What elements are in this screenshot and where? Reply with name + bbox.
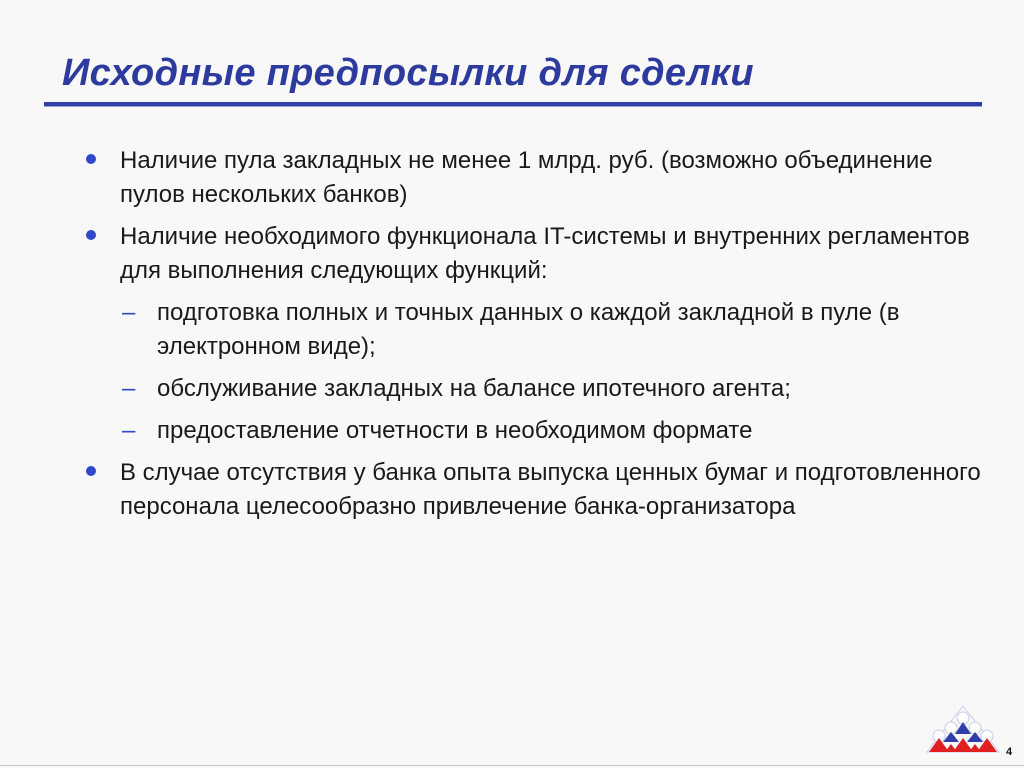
footer-divider — [0, 765, 1024, 766]
sub-item — [0, 372, 1024, 406]
bullet-dot-icon — [86, 230, 96, 240]
sub-item — [0, 296, 1024, 364]
dash-marker: – — [122, 417, 136, 444]
sub-item-text: предоставление отчетности в необходимом формате — [157, 417, 753, 444]
sub-item-text: подготовка полных и точных данных о каждой закладной в пуле (в электронном виде); — [157, 299, 900, 360]
bullet-text: В случае отсутствия у банка опыта выпуска ценных бумаг и подготовленного персонала целесообразно привлечение банка-организатора — [120, 459, 981, 520]
bullet-dot-icon — [86, 154, 96, 164]
bullet-item — [0, 456, 1024, 524]
dash-marker: – — [122, 299, 136, 326]
bullet-list — [0, 144, 1024, 532]
bullet-text: Наличие пула закладных не менее 1 млрд. руб. (возможно объединение пулов нескольких банков) — [120, 147, 933, 208]
bullet-item — [0, 144, 1024, 212]
slide-title: Исходные предпосылки для сделки — [62, 52, 754, 94]
sub-item — [0, 414, 1024, 448]
tricolor-triangle-logo-icon — [925, 704, 1001, 754]
sub-item-text: обслуживание закладных на балансе ипотечного агента; — [157, 375, 791, 402]
bullet-text: Наличие необходимого функционала IT-системы и внутренних регламентов для выполнения следующих функций: — [120, 223, 970, 284]
bullet-item — [0, 220, 1024, 288]
title-divider — [44, 102, 982, 107]
page-number: 4 — [1006, 746, 1013, 758]
dash-marker: – — [122, 375, 136, 402]
bullet-dot-icon — [86, 466, 96, 476]
